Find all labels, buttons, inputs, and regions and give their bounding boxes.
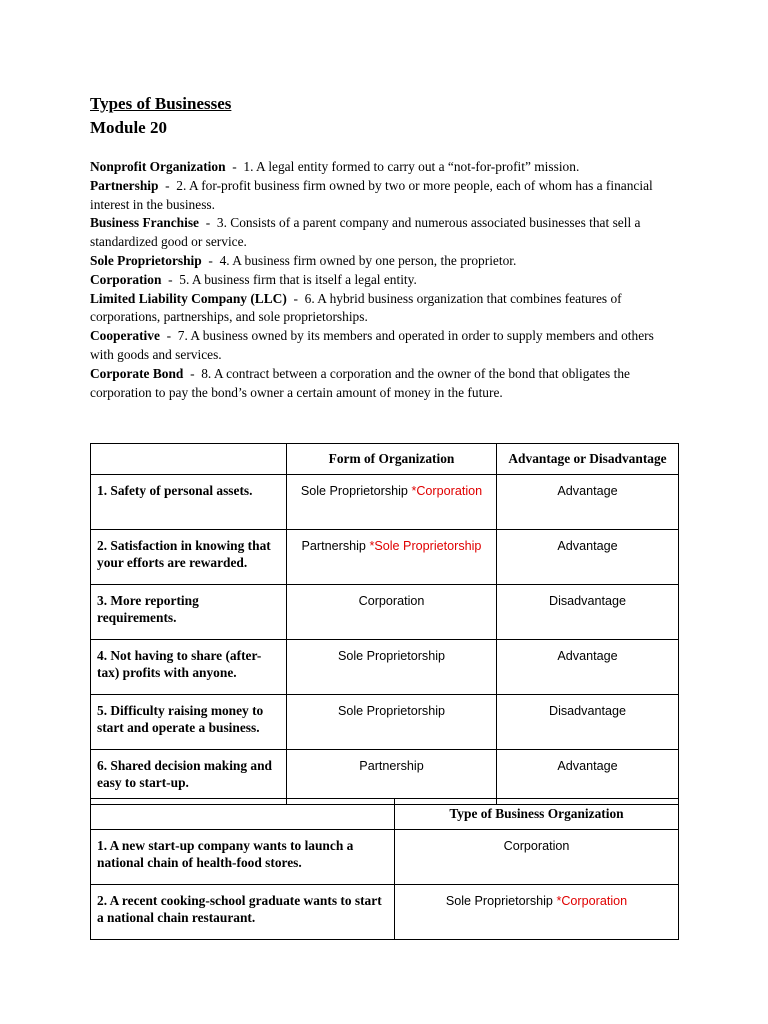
advantage-cell: Advantage bbox=[497, 640, 679, 695]
advantage-cell: Advantage bbox=[497, 750, 679, 805]
definition-separator: - bbox=[183, 365, 202, 381]
definition-item bbox=[90, 214, 680, 252]
advantage-cell: Disadvantage bbox=[497, 695, 679, 750]
definition-text: 4. A business firm owned by one person, the proprietor. bbox=[219, 252, 517, 268]
type-correction: *Corporation bbox=[556, 894, 628, 908]
statement-cell: 2. Satisfaction in knowing that your efforts are rewarded. bbox=[91, 530, 287, 585]
type-cell bbox=[395, 830, 679, 885]
definition-text: 6. A hybrid business organization that combines features of corporations, partnerships, and sole proprietorships. bbox=[90, 290, 622, 325]
statement-cell: 4. Not having to share (after-tax) profits with anyone. bbox=[91, 640, 287, 695]
table-header-cell bbox=[91, 799, 395, 830]
table-row bbox=[91, 885, 679, 940]
definition-item bbox=[90, 177, 680, 215]
definition-item bbox=[90, 290, 680, 328]
statement-cell: 3. More reporting requirements. bbox=[91, 585, 287, 640]
definition-separator: - bbox=[225, 159, 244, 174]
form-answer: Sole Proprietorship bbox=[337, 704, 446, 718]
form-cell bbox=[287, 695, 497, 750]
definition-separator: - bbox=[199, 215, 217, 231]
definition-separator: - bbox=[201, 252, 220, 268]
definition-term: Limited Liability Company (LLC) bbox=[90, 290, 287, 306]
advantage-cell: Advantage bbox=[497, 530, 679, 585]
document-body bbox=[90, 92, 680, 402]
form-cell bbox=[287, 640, 497, 695]
definition-term: Sole Proprietorship bbox=[90, 252, 202, 268]
definition-item bbox=[90, 327, 680, 365]
form-answer: Corporation bbox=[358, 594, 425, 608]
table-row bbox=[91, 640, 679, 695]
definition-term: Business Franchise bbox=[90, 215, 200, 231]
form-correction: *Sole Proprietorship bbox=[369, 539, 482, 553]
definition-text: 3. Consists of a parent company and numerous associated businesses that sell a standardized good or service. bbox=[90, 215, 641, 250]
table-header-row bbox=[91, 799, 679, 830]
form-cell bbox=[287, 475, 497, 530]
definition-separator: - bbox=[161, 271, 180, 287]
definition-text: 1. A legal entity formed to carry out a “not-for-profit” mission. bbox=[243, 159, 580, 174]
definition-term: Corporation bbox=[90, 271, 162, 287]
form-answer: Partnership bbox=[301, 539, 370, 553]
table-header-cell: Form of Organization bbox=[287, 444, 497, 475]
definition-separator: - bbox=[286, 290, 305, 306]
form-cell bbox=[287, 530, 497, 585]
table-row bbox=[91, 830, 679, 885]
definition-term: Cooperative bbox=[90, 328, 160, 344]
definitions-list bbox=[90, 158, 680, 402]
advantage-cell: Advantage bbox=[497, 475, 679, 530]
table-header-cell: Type of Business Organization bbox=[395, 799, 679, 830]
type-answer: Sole Proprietorship bbox=[445, 894, 557, 908]
definition-text: 7. A business owned by its members and operated in order to supply members and others with goods and services. bbox=[90, 328, 654, 362]
type-cell bbox=[395, 885, 679, 940]
definition-term: Partnership bbox=[90, 177, 159, 193]
definition-item bbox=[90, 158, 680, 177]
definition-term: Corporate Bond bbox=[90, 365, 184, 381]
table-header-cell: Advantage or Disadvantage bbox=[497, 444, 679, 475]
table-row bbox=[91, 530, 679, 585]
statement-cell: 5. Difficulty raising money to start and operate a business. bbox=[91, 695, 287, 750]
definition-term: Nonprofit Organization bbox=[90, 159, 226, 174]
table-row bbox=[91, 475, 679, 530]
table-header-cell bbox=[91, 444, 287, 475]
table-row bbox=[91, 750, 679, 805]
table-header-row bbox=[91, 444, 679, 475]
form-answer: Sole Proprietorship bbox=[337, 649, 446, 663]
definition-text: 5. A business firm that is itself a legal entity. bbox=[179, 271, 417, 287]
scenario-table bbox=[90, 798, 679, 940]
definition-separator: - bbox=[159, 328, 178, 344]
form-correction: *Corporation bbox=[411, 484, 483, 498]
scenario-cell: 1. A new start-up company wants to launch a national chain of health-food stores. bbox=[91, 830, 395, 885]
advantages-table bbox=[90, 443, 679, 805]
advantage-cell: Disadvantage bbox=[497, 585, 679, 640]
form-answer: Partnership bbox=[359, 759, 424, 773]
module-subtitle: Module 20 bbox=[90, 118, 167, 137]
form-cell bbox=[287, 750, 497, 805]
definition-item bbox=[90, 252, 680, 271]
form-cell bbox=[287, 585, 497, 640]
statement-cell: 6. Shared decision making and easy to start-up. bbox=[91, 750, 287, 805]
table-row bbox=[91, 695, 679, 750]
definition-text: 2. A for-profit business firm owned by two or more people, each of whom has a financial interest in the business. bbox=[90, 177, 653, 212]
page-title: Types of Businesses bbox=[90, 94, 232, 113]
definition-separator: - bbox=[158, 177, 177, 193]
table-row bbox=[91, 585, 679, 640]
type-answer: Corporation bbox=[503, 839, 570, 853]
definition-item bbox=[90, 365, 680, 403]
form-answer: Sole Proprietorship bbox=[300, 484, 412, 498]
definition-text: 8. A contract between a corporation and the owner of the bond that obligates the corporation to pay the bond’s owner a certain amount of money in the future. bbox=[90, 365, 630, 400]
statement-cell: 1. Safety of personal assets. bbox=[91, 475, 287, 530]
scenario-cell: 2. A recent cooking-school graduate wants to start a national chain restaurant. bbox=[91, 885, 395, 940]
definition-item bbox=[90, 271, 680, 290]
